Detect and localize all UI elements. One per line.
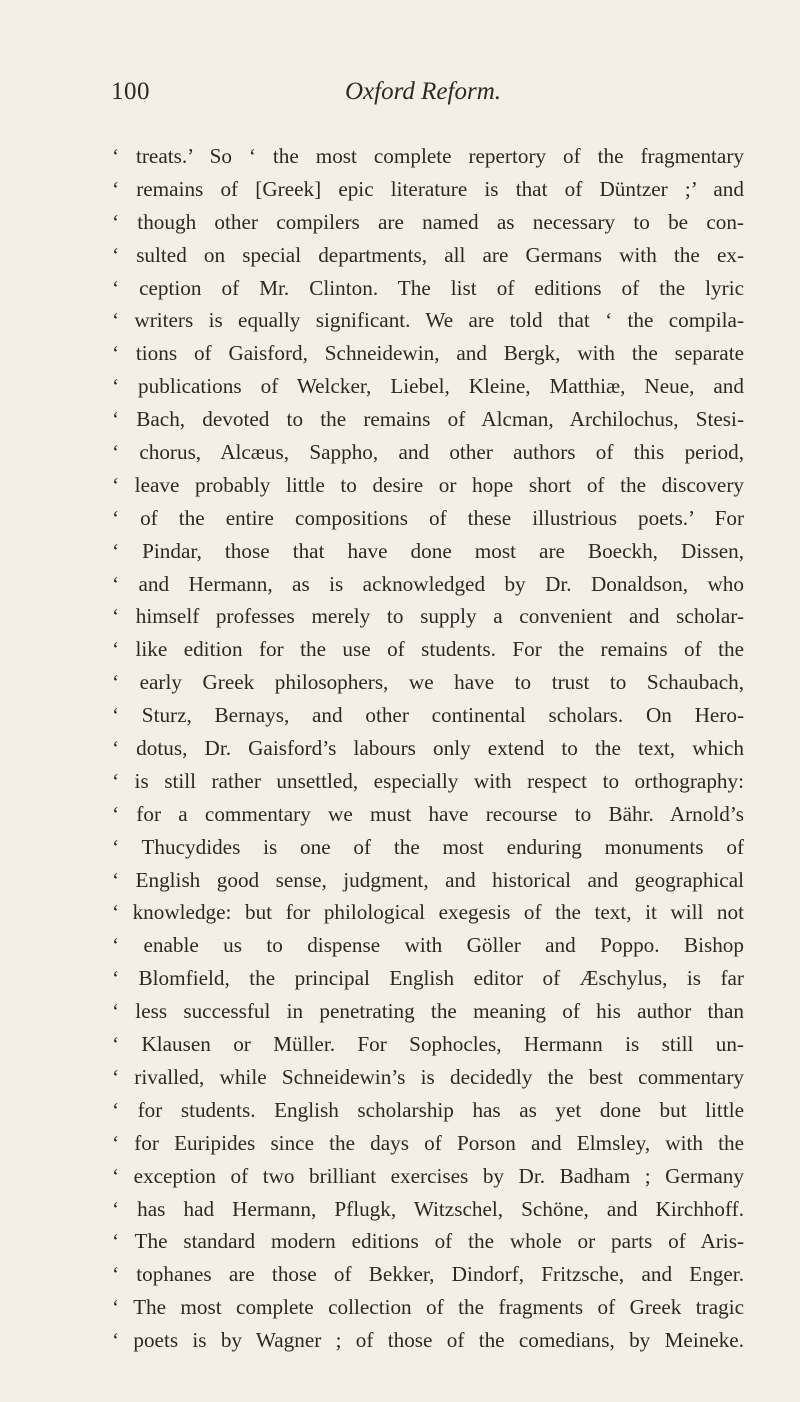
text-line: ‘ of the entire compositions of these illustrious poets.’ For — [112, 505, 744, 530]
text-line: ‘ English good sense, judgment, and historical and geographical — [112, 867, 744, 892]
text-line: ‘ Klausen or Müller. For Sophocles, Hermann is still un- — [112, 1032, 744, 1057]
text-line: ‘ exception of two brilliant exercises by Dr. Badham ; Germany — [112, 1163, 744, 1188]
text-line: ‘ enable us to dispense with Göller and Poppo. Bishop — [112, 933, 744, 958]
text-line: ‘ remains of [Greek] epic literature is that of Düntzer ;’ and — [112, 176, 744, 201]
text-line: ‘ Blomfield, the principal English editor of Æschylus, is far — [112, 966, 744, 991]
text-line: ‘ rivalled, while Schneidewin’s is decidedly the best commentary — [112, 1064, 744, 1089]
text-line: ‘ early Greek philosophers, we have to trust to Schaubach, — [112, 670, 744, 695]
text-line: ‘ tions of Gaisford, Schneidewin, and Bergk, with the separate — [112, 341, 744, 366]
text-line: ‘ for students. English scholarship has as yet done but little — [112, 1097, 744, 1122]
text-line: ‘ tophanes are those of Bekker, Dindorf, Fritzsche, and Enger. — [112, 1262, 744, 1287]
text-line: ‘ The standard modern editions of the whole or parts of Aris- — [112, 1229, 744, 1254]
text-line: ‘ ception of Mr. Clinton. The list of editions of the lyric — [112, 275, 744, 300]
text-line: ‘ has had Hermann, Pflugk, Witzschel, Schöne, and Kirchhoff. — [112, 1196, 744, 1221]
text-line: ‘ for a commentary we must have recourse to Bähr. Arnold’s — [112, 801, 744, 826]
text-line: ‘ like edition for the use of students. For the remains of the — [112, 637, 744, 662]
body-text — [112, 140, 744, 1357]
text-line: ‘ publications of Welcker, Liebel, Kleine, Matthiæ, Neue, and — [112, 374, 744, 399]
text-line: ‘ though other compilers are named as necessary to be con- — [112, 209, 744, 234]
page-number: 100 — [111, 78, 150, 105]
text-line: ‘ The most complete collection of the fragments of Greek tragic — [112, 1295, 744, 1320]
text-line: ‘ is still rather unsettled, especially with respect to orthography: — [112, 768, 744, 793]
text-line: ‘ leave probably little to desire or hope short of the discovery — [112, 472, 744, 497]
text-line: ‘ Pindar, those that have done most are Boeckh, Dissen, — [112, 538, 744, 563]
text-line: ‘ poets is by Wagner ; of those of the comedians, by Meineke. — [112, 1328, 744, 1353]
text-line: ‘ chorus, Alcæus, Sappho, and other authors of this period, — [112, 440, 744, 465]
text-line: ‘ treats.’ So ‘ the most complete repertory of the fragmentary — [112, 144, 744, 168]
text-line: ‘ Sturz, Bernays, and other continental scholars. On Hero- — [112, 703, 744, 728]
text-line: ‘ himself professes merely to supply a convenient and scholar- — [112, 604, 744, 629]
text-line: ‘ Bach, devoted to the remains of Alcman, Archilochus, Stesi- — [112, 407, 744, 432]
text-line: ‘ and Hermann, as is acknowledged by Dr. Donaldson, who — [112, 571, 744, 596]
text-line: ‘ for Euripides since the days of Porson and Elmsley, with the — [112, 1130, 744, 1155]
text-line: ‘ dotus, Dr. Gaisford’s labours only extend to the text, which — [112, 736, 744, 761]
running-title: Oxford Reform. — [345, 78, 501, 105]
text-line: ‘ knowledge: but for philological exegesis of the text, it will not — [112, 900, 744, 925]
text-line: ‘ less successful in penetrating the meaning of his author than — [112, 999, 744, 1024]
page-header — [111, 78, 711, 118]
text-line: ‘ writers is equally significant. We are told that ‘ the compila- — [112, 308, 744, 333]
text-line: ‘ sulted on special departments, all are Germans with the ex- — [112, 242, 744, 267]
text-line: ‘ Thucydides is one of the most enduring monuments of — [112, 834, 744, 859]
